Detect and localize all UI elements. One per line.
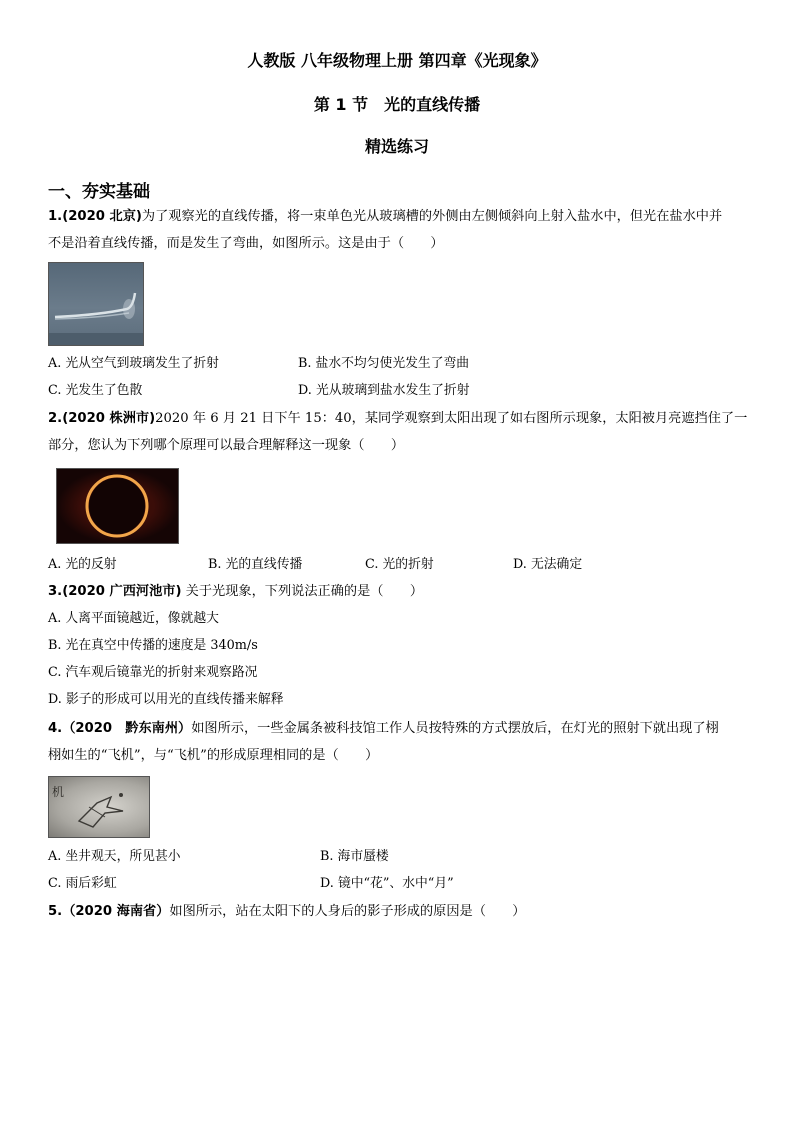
question-text: 2020 年 6 月 21 日下午 15：40，某同学观察到太阳出现了如右图所示现象，太阳被月亮遮挡住了一	[155, 411, 748, 426]
question-text: 关于光现象，下列说法正确的是（ ）	[181, 584, 424, 599]
question-source: （2020 海南省）	[62, 904, 170, 919]
question-number: 1.	[48, 209, 63, 224]
q1-option-b: B. 盐水不均匀使光发生了弯曲	[298, 356, 470, 371]
question-number: 5.	[48, 904, 63, 919]
q2-option-c: C. 光的折射	[365, 557, 434, 572]
q2-option-b: B. 光的直线传播	[208, 557, 303, 572]
q2-option-d: D. 无法确定	[513, 557, 583, 572]
question-source: （2020 黔东南州）	[62, 721, 192, 736]
question-text: 如图所示，站在太阳下的人身后的影子形成的原因是（ ）	[169, 904, 526, 919]
section-heading: 一、夯实基础	[48, 182, 150, 202]
question-number: 3.	[48, 584, 63, 599]
question-1-line-2: 不是沿着直线传播，而是发生了弯曲，如图所示。这是由于（ ）	[48, 236, 444, 251]
question-5-line-1	[48, 899, 525, 925]
question-source: (2020 北京)	[62, 209, 142, 224]
practice-title: 精选练习	[364, 137, 429, 156]
q4-option-b: B. 海市蜃楼	[320, 849, 389, 864]
question-1-line-1	[48, 204, 722, 230]
shadow-airplane-photo	[48, 776, 150, 838]
image-lettering: 机	[52, 785, 65, 799]
refraction-photo	[48, 262, 144, 346]
question-4-line-2: 栩如生的“飞机”，与“飞机”的形成原理相同的是（ ）	[48, 748, 379, 763]
question-number: 4.	[48, 721, 63, 736]
q3-option-a: A. 人离平面镜越近，像就越大	[48, 611, 219, 626]
doc-title: 人教版 八年级物理上册 第四章《光现象》	[247, 51, 547, 70]
question-text: 为了观察光的直线传播，将一束单色光从玻璃槽的外侧由左侧倾斜向上射入盐水中，但光在盐水中并	[141, 209, 723, 224]
question-2-line-2: 部分，您认为下列哪个原理可以最合理解释这一现象（ ）	[48, 438, 405, 453]
question-text: 如图所示，一些金属条被科技馆工作人员按特殊的方式摆放后，在灯光的照射下就出现了栩	[191, 721, 719, 736]
question-3-line-1	[48, 579, 423, 605]
q3-option-c: C. 汽车观后镜靠光的折射来观察路况	[48, 665, 258, 680]
q1-option-c: C. 光发生了色散	[48, 383, 143, 398]
question-source: (2020 广西河池市)	[62, 584, 182, 599]
q4-option-a: A. 坐井观天，所见甚小	[48, 849, 181, 864]
question-2-line-1	[48, 406, 747, 432]
question-source: (2020 株洲市)	[62, 411, 156, 426]
eclipse-photo	[56, 468, 179, 544]
annular-eclipse-image	[57, 469, 178, 543]
question-4-line-1	[48, 716, 719, 742]
refraction-image	[49, 263, 143, 345]
section-title: 第 1 节 光的直线传播	[313, 95, 481, 114]
q3-option-b: B. 光在真空中传播的速度是 340m/s	[48, 638, 258, 653]
q4-option-c: C. 雨后彩虹	[48, 876, 117, 891]
question-number: 2.	[48, 411, 63, 426]
q3-option-d: D. 影子的形成可以用光的直线传播来解释	[48, 692, 284, 707]
q4-option-d: D. 镜中“花”、水中“月”	[320, 876, 454, 891]
q1-option-d: D. 光从玻璃到盐水发生了折射	[298, 383, 470, 398]
q1-option-a: A. 光从空气到玻璃发生了折射	[48, 356, 219, 371]
q2-option-a: A. 光的反射	[48, 557, 117, 572]
